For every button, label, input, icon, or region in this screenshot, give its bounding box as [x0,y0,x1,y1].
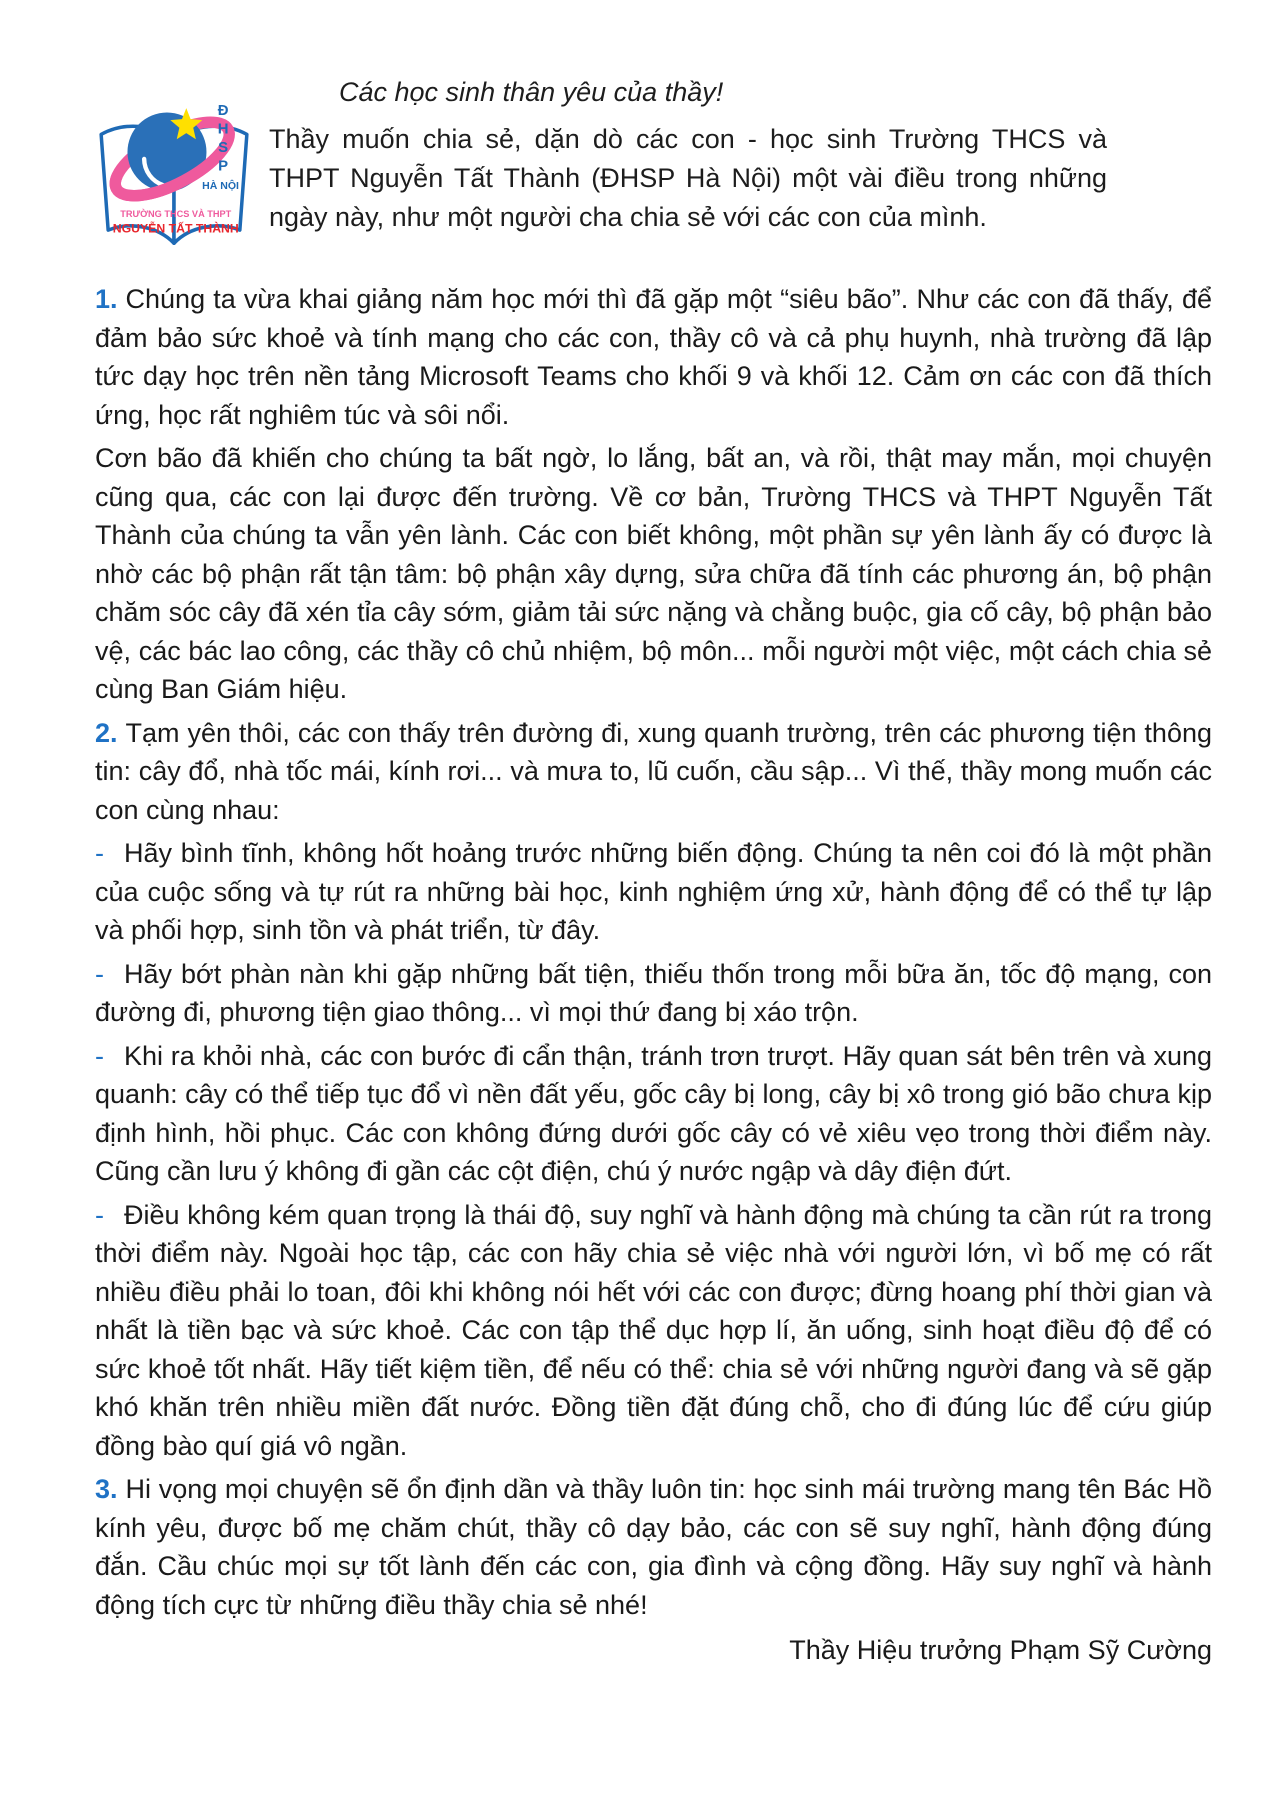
bullet-item-1 [95,834,1212,950]
logo-school-line2: NGUYỄN TẤT THÀNH [112,221,239,236]
logo-dhsp-letter: Đ [217,102,229,120]
paragraph-2-number: 2. [95,717,118,748]
bullet-item-3 [95,1037,1212,1191]
signature-line: Thầy Hiệu trưởng Phạm Sỹ Cường [789,1635,1212,1665]
bullet-item-1-text: Hãy bình tĩnh, không hốt hoảng trước những biến động. Chúng ta nên coi đó là một phần của cuộc sống và tự rút ra những bài học, kinh nghiệm ứng xử, hành động để có thể tự lập và phối hợp, sinh tồn và phát triển, từ đây. [95,838,1212,945]
bullet-item-3-text: Khi ra khỏi nhà, các con bước đi cẩn thận, tránh trơn trượt. Hãy quan sát bên trên và xung quanh: cây có thể tiếp tục đổ vì nền đất yếu, gốc cây bị long, cây bị xô trong gió bão chưa kịp định hình, hồi phục. Các con không đứng dưới gốc cây có vẻ xiêu vẹo trong thời điểm này. Cũng cần lưu ý không đi gần các cột điện, chú ý nước ngập và dây điện đứt. [95,1040,1212,1186]
letter-title: Các học sinh thân yêu của thầy! [339,77,724,107]
bullet-item-4 [95,1196,1212,1466]
bullet-item-2 [95,955,1212,1032]
paragraph-3-text: Hi vọng mọi chuyện sẽ ổn định dần và thầy luôn tin: học sinh mái trường mang tên Bác Hồ kính yêu, được bố mẹ chăm chút, thầy cô dạy bảo, các con sẽ suy nghĩ, hành động đúng đắn. Cầu chúc mọi sự tốt lành đến các con, gia đình và cộng đồng. Hãy suy nghĩ và hành động tích cực từ những điều thầy chia sẻ nhé! [95,1474,1212,1620]
paragraph-3-number: 3. [95,1474,118,1504]
school-logo [95,70,253,262]
paragraph-1 [95,280,1212,434]
logo-school-line1: TRƯỜNG THCS VÀ THPT [120,208,232,219]
paragraph-3 [95,1470,1212,1624]
paragraph-storm [95,439,1212,709]
logo-dhsp-letter: H [217,120,229,138]
bullet-item-2-text: Hãy bớt phàn nàn khi gặp những bất tiện, thiếu thốn trong mỗi bữa ăn, tốc độ mạng, con đường đi, phương tiện giao thông... vì mọi thứ đang bị xáo trộn. [95,958,1212,1027]
paragraph-1-text: Chúng ta vừa khai giảng năm học mới thì đã gặp một “siêu bão”. Như các con đã thấy, để đảm bảo sức khoẻ và tính mạng cho các con, thầy cô và cả phụ huynh, nhà trường đã lập tức dạy học trên nền tảng Microsoft Teams cho khối 9 và khối 12. Cảm ơn các con đã thích ứng, học rất nghiêm túc và sôi nổi. [95,284,1212,430]
letter-intro: Thầy muốn chia sẻ, dặn dò các con - học sinh Trường THCS và THPT Nguyễn Tất Thành (ĐHSP Hà Nội) một vài điều trong những ngày này, như một người cha chia sẻ với các con của mình. [269,124,1107,232]
paragraph-1-number: 1. [95,284,118,314]
bullet-item-4-text: Điều không kém quan trọng là thái độ, suy nghĩ và hành động mà chúng ta cần rút ra trong thời điểm này. Ngoài học tập, các con hãy chia sẻ việc nhà với người lớn, vì bố mẹ có rất nhiều điều phải lo toan, đôi khi không nói hết với các con được; đừng hoang phí thời gian và nhất là tiền bạc và sức khoẻ. Các con tập thể dục hợp lí, ăn uống, sinh hoạt điều độ để có sức khoẻ tốt nhất. Hãy tiết kiệm tiền, để nếu có thể: chia sẻ với những người đang và sẽ gặp khó khăn trên nhiều miền đất nước. Đồng tiền đặt đúng chỗ, cho đi đúng lúc để cứu giúp đồng bào quí giá vô ngần. [95,1199,1212,1461]
bullet-dash-icon: - [95,838,104,868]
paragraph-storm-text: Cơn bão đã khiến cho chúng ta bất ngờ, lo lắng, bất an, và rồi, thật may mắn, mọi chuyện cũng qua, các con lại được đến trường. Về cơ bản, Trường THCS và THPT Nguyễn Tất Thành của chúng ta vẫn yên lành. Các con biết không, một phần sự yên lành ấy có được là nhờ các bộ phận rất tận tâm: bộ phận xây dựng, sửa chữa đã tính các phương án, bộ phận chăm sóc cây đã xén tỉa cây sớm, giảm tải sức nặng và chằng buộc, gia cố cây, bộ phận bảo vệ, các bác lao công, các thầy cô chủ nhiệm, bộ môn... mỗi người một việc, một cách chia sẻ cùng Ban Giám hiệu. [95,443,1212,704]
logo-dhsp-letter: S [218,138,229,156]
paragraph-2-text: Tạm yên thôi, các con thấy trên đường đi, xung quanh trường, trên các phương tiện thông tin: cây đổ, nhà tốc mái, kính rơi... và mưa to, lũ cuốn, cầu sập... Vì thế, thầy mong muốn các con cùng nhau: [95,717,1212,825]
bullet-dash-icon: - [95,1040,104,1071]
logo-dhsp-letter: P [218,157,229,175]
logo-hanoi-label: HÀ NỘI [202,179,239,192]
letter-header [95,64,1212,262]
bullet-dash-icon: - [95,958,104,989]
bullet-dash-icon: - [95,1199,104,1230]
paragraph-2 [95,714,1212,830]
letter-body [95,280,1212,1671]
header-text-block [269,64,1107,237]
